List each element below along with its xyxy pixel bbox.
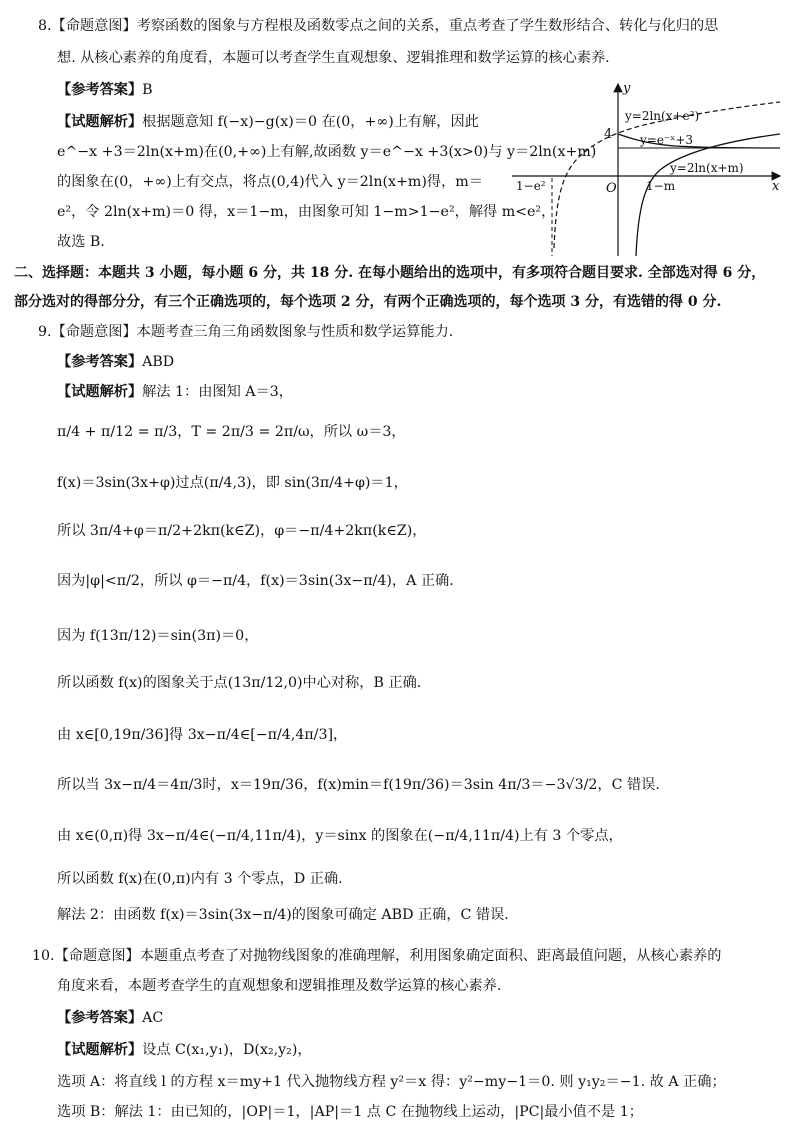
tick-4-label: 4 [604,127,613,142]
q8-analysis-line2: e^−x +3＝2ln(x+m)在(0,+∞)上有解,故函数 y＝e^−x +3(x>0)与 y＝2ln(x+m) [57,144,597,160]
q9-answer-value: ABD [142,354,175,370]
q10-answer-value: AC [142,1010,164,1026]
q9-step2: f(x)＝3sin(3x+φ)过点(π/4,3)，即 sin(3π/4+φ)＝1， [57,475,408,491]
q8-answer-value: B [142,82,153,98]
label-right-root: 1−m [646,179,676,193]
q9-step3: 所以 3π/4+φ＝π/2+2kπ(k∈Z)，φ＝−π/4+2kπ(k∈Z)， [57,523,427,539]
q8-answer-label: 【参考答案】 [57,82,143,98]
q9-step4: 因为|φ|<π/2，所以 φ＝−π/4，f(x)＝3sin(3x−π/4)，A 正确. [57,573,454,589]
q9-step5: 因为 f(13π/12)＝sin(3π)＝0， [57,628,259,644]
q8-analysis-line3: 的图象在(0，+∞)上有交点，将点(0,4)代入 y＝2ln(x+m)得，m＝ [57,174,483,190]
q8-analysis-label: 【试题解析】 [57,114,143,130]
q10-analysis-label: 【试题解析】 [57,1042,143,1058]
q10-intent-line1: 10.【命题意图】本题重点考查了对抛物线图象的准确理解，利用图象确定面积、距离最值问题，从核心素养的 [32,948,722,964]
q9-analysis-label: 【试题解析】 [57,384,143,400]
section2-heading-line2: 部分选对的得部分分，有三个正确选项的，每个选项 2 分，有两个正确选项的，每个选项 3 分，有选错的得 0 分. [14,294,722,310]
q9-step9: 由 x∈(0,π)得 3x−π/4∈(−π/4,11π/4)，y＝sinx 的图象在(−π/4,11π/4)上有 3 个零点， [57,828,623,844]
q10-answer [57,1008,163,1028]
q8-analysis-line5: 故选 B. [57,234,105,250]
q9-answer-label: 【参考答案】 [57,354,143,370]
q9-analysis-method1 [57,382,293,402]
q9-method1-text: 解法 1：由图知 A＝3， [142,384,293,400]
q8-intent-line1: 8.【命题意图】考察函数的图象与方程根及函数零点之间的关系，重点考查了学生数形结合、转化与化归的思 [38,18,719,34]
q10-option-b: 选项 B：解法 1：由已知的，|OP|＝1，|AP|＝1 点 C 在抛物线上运动，|PC|最小值不是 1； [57,1104,643,1120]
q9-intent: 9.【命题意图】本题考查三角三角函数图象与性质和数学运算能力. [38,324,454,340]
label-2ln-x-plus-e2: y=2ln(x+e²) [625,109,700,123]
q10-intent-line2: 角度来看，本题考查学生的直观想象和逻辑推理及数学运算的核心素养. [57,978,502,994]
q8-intent-line2: 想. 从核心素养的角度看，本题可以考查学生直观想象、逻辑推理和数学运算的核心素养. [57,50,610,66]
q8-answer [57,80,153,100]
section2-heading-line1: 二、选择题：本题共 3 小题，每小题 6 分，共 18 分. 在每小题给出的选项中，有多项符合题目要求. 全部选对得 6 分， [14,265,766,281]
q9-step10: 所以函数 f(x)在(0,π)内有 3 个零点，D 正确. [57,871,343,887]
q10-analysis-text1: 设点 C(x₁,y₁)，D(x₂,y₂)， [142,1042,312,1058]
q8-analysis-line1 [57,112,479,132]
q10-answer-label: 【参考答案】 [57,1010,143,1026]
curve-2ln-x-plus-e2 [554,102,780,248]
curve-2ln-x-plus-m [636,134,780,256]
q9-step6: 所以函数 f(x)的图象关于点(13π/12,0)中心对称，B 正确. [57,675,422,691]
q10-analysis-line1 [57,1040,312,1060]
q8-function-graph [510,78,792,260]
q8-analysis-line4: e²，令 2ln(x+m)＝0 得，x＝1−m，由图象可知 1−m>1−e²，解得 m<e²， [57,204,556,220]
origin-label: O [606,181,617,196]
q8-analysis-text1: 根据题意知 f(−x)−g(x)＝0 在(0，+∞)上有解，因此 [142,114,479,130]
q10-option-a: 选项 A：将直线 l 的方程 x＝my+1 代入抛物线方程 y²＝x 得：y²−my−1＝0. 则 y₁y₂＝−1. 故 A 正确； [57,1074,726,1090]
label-2ln-x-plus-m: y=2ln(x+m) [670,161,744,175]
q9-step7: 由 x∈[0,19π/36]得 3x−π/4∈[−π/4,4π/3]， [57,727,348,743]
q9-step8: 所以当 3x−π/4＝4π/3时，x＝19π/36，f(x)min＝f(19π/36)＝3sin 4π/3＝−3√3/2，C 错误. [57,777,660,793]
label-left-root: 1−e² [516,179,546,193]
q9-method2: 解法 2：由函数 f(x)＝3sin(3x−π/4)的图象可确定 ABD 正确，C 错误. [57,907,509,923]
label-exp-neg-x-plus-3: y=e⁻ˣ+3 [640,133,694,147]
y-axis-label: y [623,81,631,96]
x-axis-label: x [772,179,780,194]
q9-step1: π/4 + π/12 = π/3，T = 2π/3 = 2π/ω，所以 ω＝3， [57,424,406,440]
q9-answer [57,352,174,372]
